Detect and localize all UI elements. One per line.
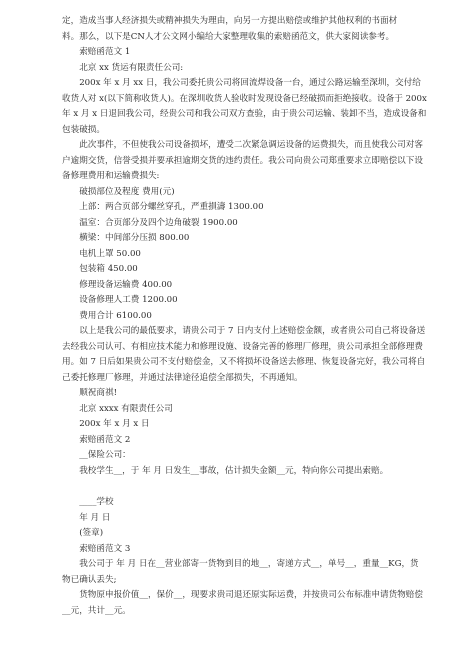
- intro-line-2: 料。那么，以下是CN人才公文网小编给大家整理收集的索赔函范文，供大家阅读参考。: [62, 31, 395, 42]
- cost-item: 上部：两合页部分螺丝穿孔，严重損濤 1300.00: [79, 202, 264, 212]
- sample-1-paragraph-1: 200x 年 x 月 xx 日，我公司委托贵公司将回流焊设备一台，通过公路运输至深圳，交付给收货人对 x(以下简称收货人)。在深圳收货人验收时发现设备已经破损而拒绝接收。设备于 200x 年 x 月 x 日退回我公司，经贵公司和我公司双方查验，由于贵公司运输、装卸不当，造成设备和包装破损。: [62, 78, 427, 135]
- sample-1-recipient: 北京 xx 货运有限责任公司:: [79, 62, 184, 73]
- sample-3-paragraph-2: 货物原申报价值__，保价__，现要求贵司退还原实际运费，并按贵司公布标准申请货物赔偿__元，共计__元。: [62, 590, 423, 616]
- cost-item: 温室：合页部分及四个边角破裂 1900.00: [79, 217, 238, 228]
- cost-item: 包装箱 450.00: [79, 264, 138, 274]
- sample-2-seal: (签章): [79, 528, 104, 538]
- sample-2-paragraph-1: 我校学生__，于 年 月 日发生__事故，估计损失金额__元，特向你公司提出索赔。: [79, 465, 389, 476]
- cost-item: 电机上罩 50.00: [79, 248, 141, 259]
- intro-line-1: 定，造成当事人经济损失或精神损失为理由，向另一方提出赔偿或维护其他权利的书面材: [62, 16, 398, 26]
- sample-1-date: 200x 年 x 月 x 日: [79, 419, 150, 429]
- sample-1-paragraph-2: 此次事件，不但使我公司设备损坏，遭受二次紧急调运设备的运费损失，而且使我公司对客户逾期交货，信誉受损并要承担逾期交货的违约责任。我公司向贵公司郑重要求立即赔偿以下设备修理费用和运输费损失:: [62, 140, 423, 181]
- sample-1-paragraph-3: 以上是我公司的最低要求，请贵公司于 7 日内支付上述赔偿金额，或者贵公司自己将设备送去经我公司认可、有相应技术能力和修理设施、设备完善的修理厂修理，贵公司承担全部修理费用。如 7 日后如果贵公司不支付赔偿金，又不将损坏设备送去修理、恢复设备完好，我公司将自己委托修理厂修理，并通过法律途径追偿全部损失，不再通知。: [62, 326, 426, 383]
- cost-item: 设备修理人工费 1200.00: [79, 295, 178, 305]
- sample-1-closing: 顺祝商祺!: [79, 388, 118, 398]
- cost-total: 费用合计 6100.00: [79, 310, 152, 321]
- cost-item: 修理设备运输费 400.00: [79, 279, 173, 290]
- sample-2-signature: ____学校: [79, 497, 114, 507]
- sample-1-title: 索赔函范文 1: [79, 47, 131, 57]
- sample-2-date: 年 月 日: [79, 512, 111, 523]
- sample-3-title: 索赔函范文 3: [79, 543, 131, 554]
- cost-table-header: 破损部位及程度 费用(元): [79, 186, 175, 197]
- cost-item: 横梁：中间部分压损 800.00: [79, 233, 190, 243]
- sample-1-signature: 北京 xxxx 有限责任公司: [79, 403, 173, 414]
- sample-2-title: 索赔函范文 2: [79, 434, 131, 445]
- sample-3-paragraph-1: 我公司于 年 月 日在__营业部寄一货物到目的地__，寄递方式__，单号__，重量__KG，货物已确认丢失;: [62, 559, 419, 585]
- sample-2-recipient: __保险公司：: [79, 450, 131, 460]
- spacer: [62, 479, 427, 495]
